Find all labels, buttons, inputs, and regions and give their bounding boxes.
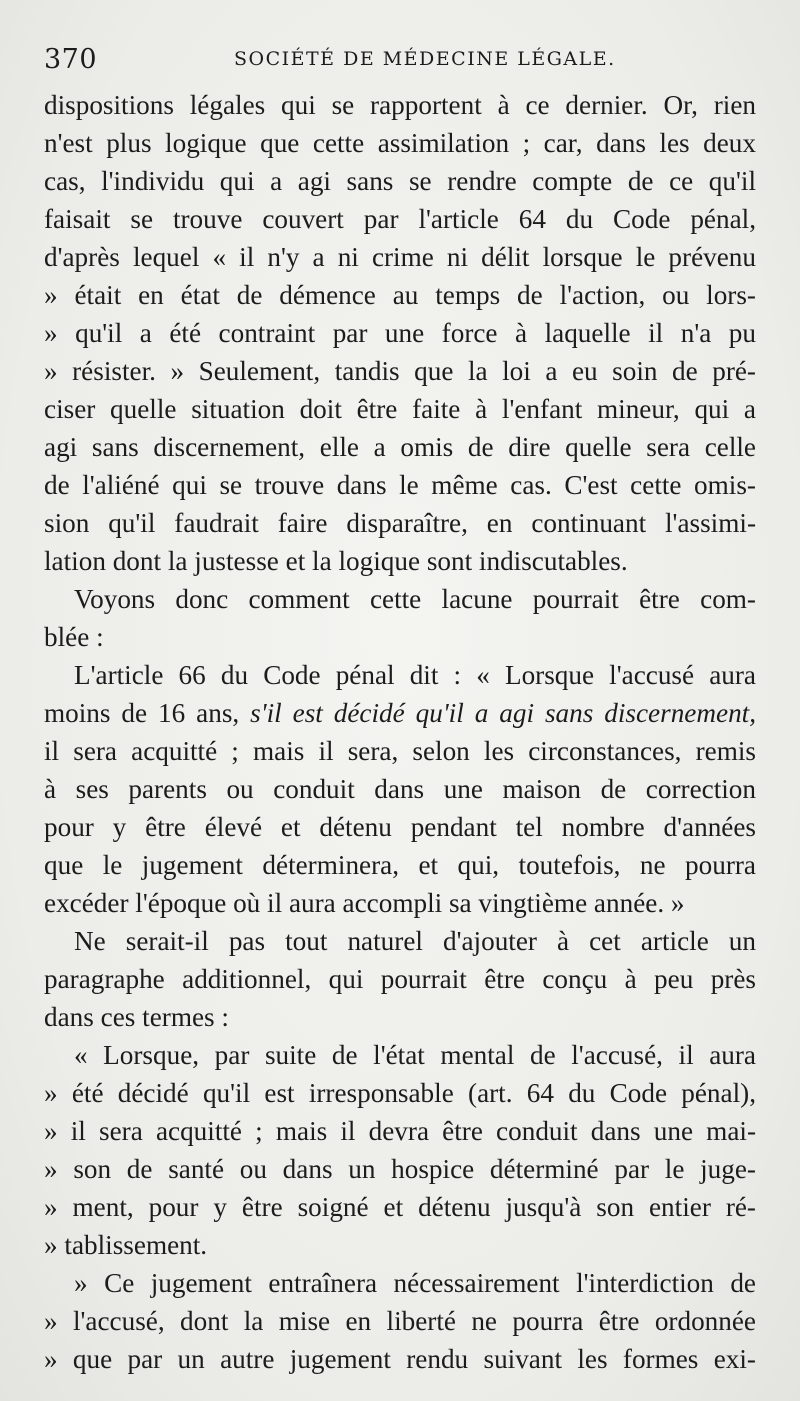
- running-title: SOCIÉTÉ DE MÉDECINE LÉGALE.: [234, 48, 616, 70]
- paragraph-end-line: blée :: [44, 622, 104, 652]
- text-line: il sera acquitté ; mais il sera, selon les circonstances, remis: [44, 736, 756, 766]
- text-line: » l'accusé, dont la mise en liberté ne pourra être ordonnée: [44, 1306, 756, 1336]
- paragraph-start-line: « Lorsque, par suite de l'état mental de l'accusé, il aura: [74, 1040, 756, 1070]
- text-line: » résister. » Seulement, tandis que la loi a eu soin de pré-: [44, 356, 756, 386]
- text-line: ciser quelle situation doit être faite à l'enfant mineur, qui a: [44, 394, 756, 424]
- paragraph-end-line: excéder l'époque où il aura accompli sa vingtième année. »: [44, 888, 685, 918]
- paragraph-end-line: » tablissement.: [44, 1230, 208, 1260]
- text-line: sion qu'il faudrait faire disparaître, en continuant l'assimi-: [44, 508, 756, 538]
- text-line: pour y être élevé et détenu pendant tel nombre d'années: [44, 812, 756, 842]
- running-head: [44, 40, 756, 80]
- paragraph-start-line: Ne serait-il pas tout naturel d'ajouter à cet article un: [74, 926, 756, 956]
- body-text: [44, 86, 756, 1378]
- text-line: dispositions légales qui se rapportent à ce dernier. Or, rien: [44, 90, 756, 120]
- page-number: 370: [44, 44, 98, 75]
- text-line: » que par un autre jugement rendu suivant les formes exi-: [44, 1344, 756, 1374]
- text-line: paragraphe additionnel, qui pourrait être conçu à peu près: [44, 964, 756, 994]
- text-line: » qu'il a été contraint par une force à laquelle il n'a pu: [44, 318, 756, 348]
- italic-quotation: s'il est décidé qu'il a agi sans discernement,: [250, 698, 756, 728]
- paragraph-end-line: dans ces termes :: [44, 1002, 229, 1032]
- text-line: de l'aliéné qui se trouve dans le même cas. C'est cette omis-: [44, 470, 756, 500]
- text-line: cas, l'individu qui a agi sans se rendre compte de ce qu'il: [44, 166, 756, 196]
- paragraph-start-line: L'article 66 du Code pénal dit : « Lorsque l'accusé aura: [74, 660, 756, 690]
- paragraph-start-line: Voyons donc comment cette lacune pourrait être com-: [74, 584, 756, 614]
- text-segment: moins de 16 ans,: [44, 698, 240, 728]
- text-line: » ment, pour y être soigné et détenu jusqu'à son entier ré-: [44, 1192, 756, 1222]
- text-line: » été décidé qu'il est irresponsable (art. 64 du Code pénal),: [44, 1078, 756, 1108]
- paragraph-start-line: » Ce jugement entraînera nécessairement l'interdiction de: [74, 1268, 756, 1298]
- text-line: » il sera acquitté ; mais il devra être conduit dans une mai-: [44, 1116, 756, 1146]
- paragraph-end-line: lation dont la justesse et la logique sont indiscutables.: [44, 546, 628, 576]
- text-line: faisait se trouve couvert par l'article 64 du Code pénal,: [44, 204, 756, 234]
- text-line-with-italic: [44, 694, 756, 732]
- text-line: agi sans discernement, elle a omis de dire quelle sera celle: [44, 432, 756, 462]
- text-line: » son de santé ou dans un hospice déterminé par le juge-: [44, 1154, 756, 1184]
- text-line: que le jugement déterminera, et qui, toutefois, ne pourra: [44, 850, 756, 880]
- text-line: à ses parents ou conduit dans une maison de correction: [44, 774, 756, 804]
- text-line: n'est plus logique que cette assimilation ; car, dans les deux: [44, 128, 756, 158]
- text-line: d'après lequel « il n'y a ni crime ni délit lorsque le prévenu: [44, 242, 756, 272]
- text-line: » était en état de démence au temps de l'action, ou lors-: [44, 280, 756, 310]
